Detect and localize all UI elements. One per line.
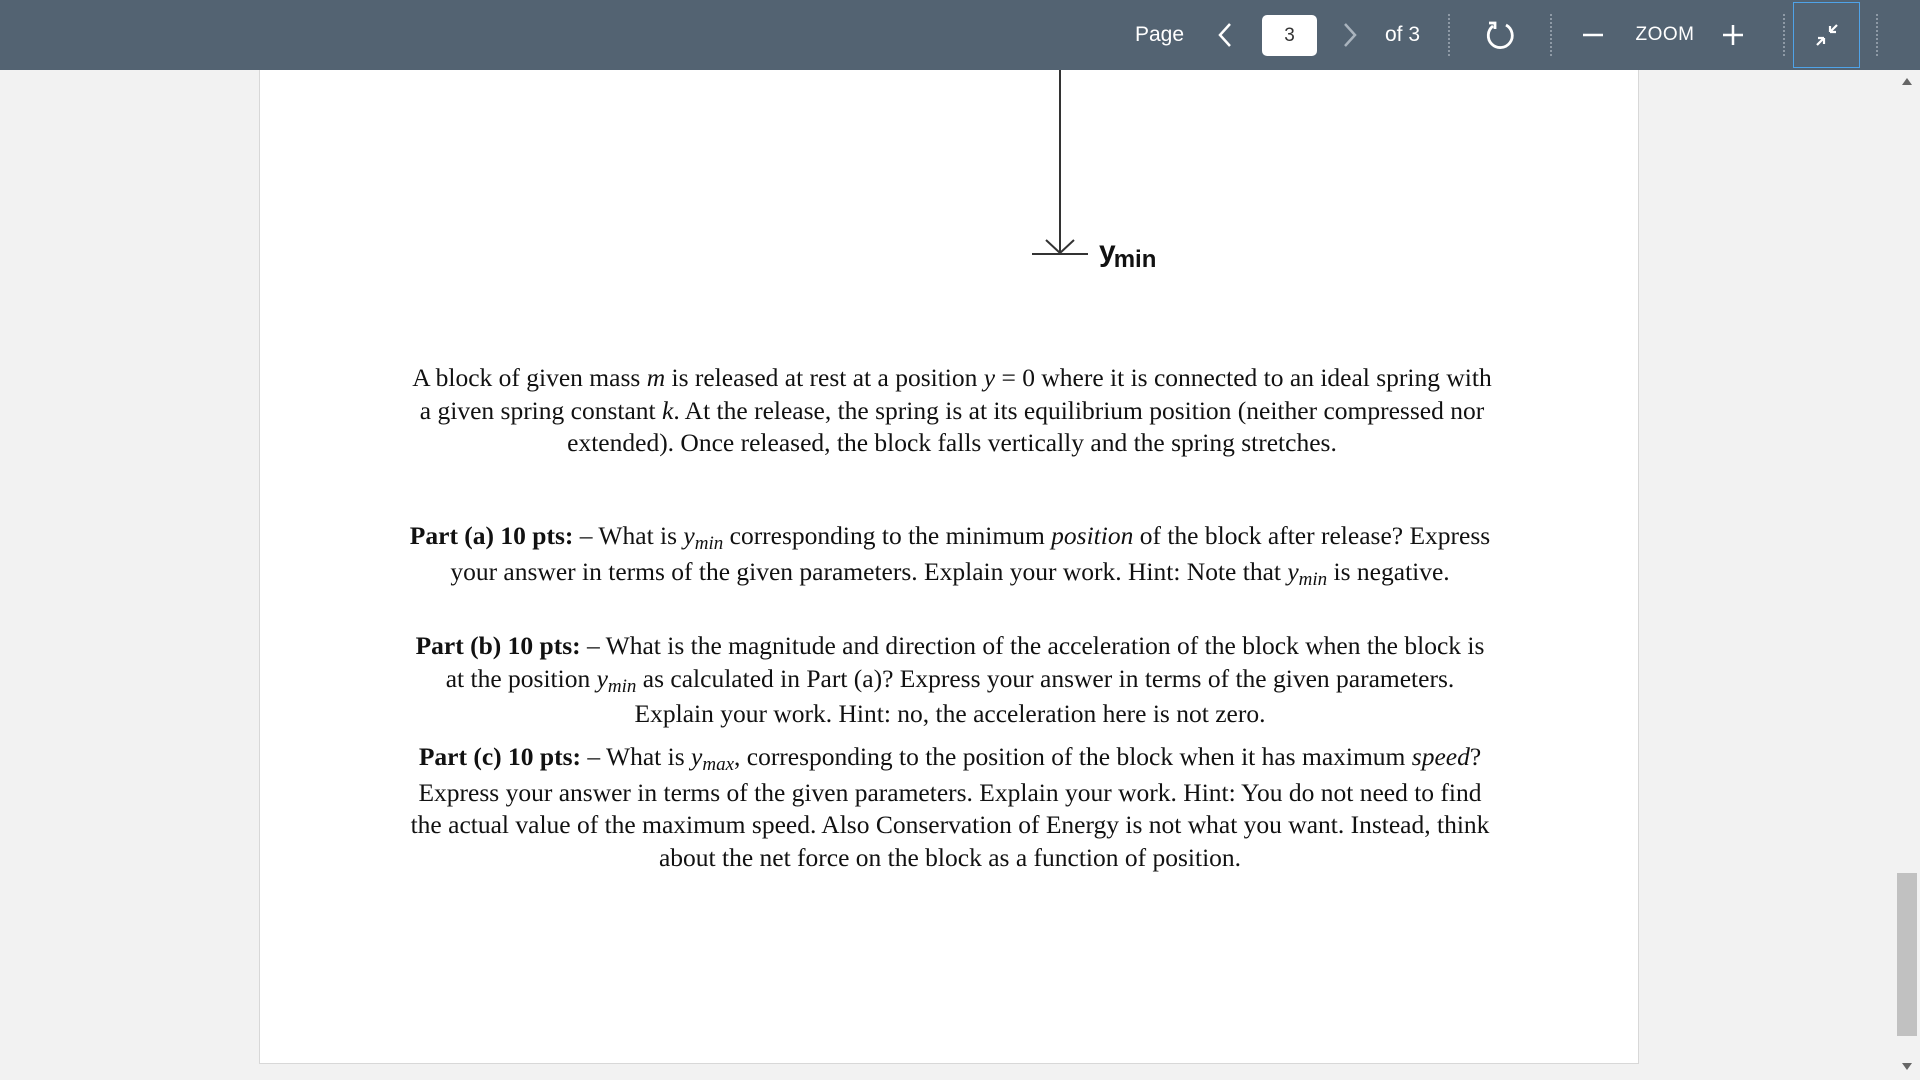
math-var: y [683,521,695,550]
page-count-label: of 3 [1385,23,1421,46]
toolbar-divider [1550,14,1552,56]
math-sub: min [694,533,724,554]
collapse-icon [1814,22,1840,48]
math-var: y [691,742,703,771]
math-sub: min [607,675,637,697]
text: ? Express your answer in terms of the given parameters. Explain your work. Hint: You do not need to find the actual value of the maximum speed. Also Conservation of Energy is not what you want. Instead, think about the net force on the block as a function of position. [410,742,1490,872]
math-sub: max [702,754,734,775]
text: is released at rest at a position [665,363,984,392]
math-var: y [596,663,608,693]
part-b-question [405,630,1495,731]
page-label: Page [1135,23,1185,46]
toolbar-divider [1783,14,1785,56]
math-var: y [983,363,996,392]
math-var: k [662,395,674,425]
exit-fullscreen-button[interactable] [1793,2,1860,68]
next-page-button[interactable] [1335,0,1365,70]
pdf-toolbar [0,0,1920,70]
text: A block of given mass [412,363,647,392]
text: as calculated in Part (a)? Express your answer in terms of the given parameters. Explain your work. Hint: no, the acceleration here is not zero. [634,663,1455,728]
part-c-heading: Part (c) 10 pts: [418,742,581,771]
text: . At the release, the spring is at its equilibrium position (neither compressed nor extended). Once released, the block falls vertically and the spring stretches. [567,395,1485,457]
part-c-question [405,741,1495,874]
scroll-down-arrow-icon[interactable] [1902,1063,1912,1070]
text: – What is [580,742,692,771]
zoom-in-button[interactable] [1718,0,1748,70]
rotate-button[interactable] [1480,0,1520,70]
math-sub: min [1298,568,1328,590]
emphasis: position [1051,521,1134,550]
ymin-label-sub: min [1113,246,1157,273]
toolbar-divider [1448,14,1450,56]
prev-page-button[interactable] [1210,0,1240,70]
pdf-page [259,70,1639,1064]
zoom-out-button[interactable] [1578,0,1608,70]
math-var: m [646,363,666,392]
plus-icon [1722,24,1744,46]
emphasis: speed [1411,742,1470,771]
rotate-icon [1484,19,1516,51]
scrollbar-thumb[interactable] [1897,873,1917,1036]
text: – What is [573,521,684,550]
text: corresponding to the minimum [723,521,1052,550]
page-number-input[interactable] [1262,15,1317,56]
toolbar-divider [1876,14,1878,56]
part-b-heading: Part (b) 10 pts: [415,631,581,660]
ymin-label-var: y [1099,235,1116,268]
text: , corresponding to the position of the block when it has maximum [734,742,1412,771]
part-a-heading: Part (a) 10 pts: [409,521,574,550]
text: = 0 where it is connected to an ideal spring with a given spring constant [419,363,1492,425]
text: of the block after release? Express your answer in terms of the given parameters. Explain your work. Hint: Note that [450,521,1491,586]
zoom-label: ZOOM [1635,24,1695,45]
math-var: y [1287,556,1299,586]
ymin-figure-label [1099,235,1157,273]
part-a-question [405,520,1495,591]
problem-intro [412,362,1492,460]
scroll-up-arrow-icon[interactable] [1902,78,1912,85]
chevron-right-icon [1342,22,1358,48]
chevron-left-icon [1217,22,1233,48]
spring-figure [260,70,1640,300]
minus-icon [1582,24,1604,46]
text: – What is the magnitude and direction of the acceleration of the block when the block is at the position [445,631,1485,693]
text: is negative. [1327,556,1450,586]
